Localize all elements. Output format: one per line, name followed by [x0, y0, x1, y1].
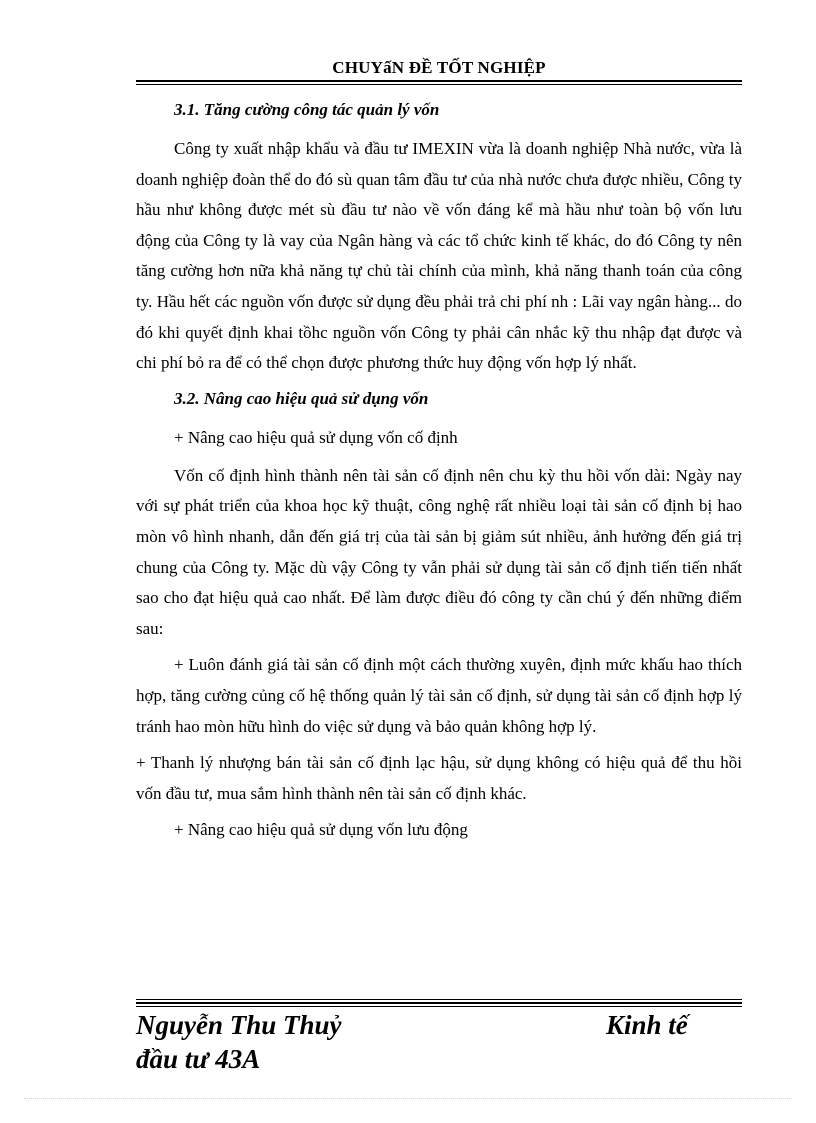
footer-rule-top	[136, 999, 742, 1000]
section-heading-3-2: 3.2. Nâng cao hiệu quả sử dụng vốn	[174, 388, 429, 408]
section-3-1-paragraph: Công ty xuất nhập khẩu và đầu tư IMEXIN vừa là doanh nghiệp Nhà nước, vừa là doanh nghiệp đoàn thể do đó sù quan tâm đầu tư của nhà nước chưa được nhiều, Công ty hầu như không được mét sù đầu tư nào về vốn đáng kể mà hầu như toàn bộ vốn lưu động của Công ty là vay của Ngân hàng và các tổ chức kinh tế khác, do đó Công ty nên tăng cường hơn nữa khả năng tự chủ tài chính của mình, khả năng thanh toán của công ty. Hầu hết các nguồn vốn được sử dụng đều phải trả chi phí nh : Lãi vay ngân hàng... do đó khi quyết định khai tồhc nguồn vốn Công ty phải cân nhắc kỹ thu nhập đạt được và chi phí bỏ ra để có thể chọn được phương thức huy động vốn hợp lý nhất.	[136, 139, 742, 373]
subheading-working-capital: + Nâng cao hiệu quả sử dụng vốn lưu động	[174, 820, 468, 840]
subheading-fixed-capital: + Nâng cao hiệu quả sử dụng vốn cố định	[174, 427, 458, 447]
footer-rule-bottom	[136, 1006, 742, 1007]
footer-class: đầu tư 43A	[136, 1044, 261, 1074]
page-header-title: CHUYấN ĐỀ TỐT NGHIỆP	[332, 58, 546, 77]
document-body	[136, 96, 742, 853]
footer-department: Kinh tế	[606, 1010, 688, 1040]
footer-author: Nguyễn Thu Thuỷ	[136, 1010, 342, 1040]
section-heading-3-1: 3.1. Tăng cường công tác quản lý vốn	[174, 100, 440, 119]
header-rule-thick	[136, 80, 742, 82]
bullet-asset-liquidation: + Thanh lý nhượng bán tài sản cố định lạc hậu, sử dụng không có hiệu quả để thu hồi vốn đầu tư, mua sắm hình thành nên tài sản cố định khác.	[136, 753, 742, 803]
footer-rule-middle	[136, 1002, 742, 1004]
bullet-asset-evaluation: + Luôn đánh giá tài sản cố định một cách thường xuyên, định mức khấu hao thích hợp, tăng cường củng cố hệ thống quản lý tài sản cố định, sử dụng tài sản cố định hợp lý tránh hao mòn hữu hình do việc sử dụng và bảo quản không hợp lý.	[136, 655, 742, 736]
fixed-capital-paragraph: Vốn cố định hình thành nên tài sản cố định nên chu kỳ thu hồi vốn dài: Ngày nay với sự phát triển của khoa học kỹ thuật, công nghệ rất nhiều loại tài sản cố định bị hao mòn vô hình nhanh, dẫn đến giá trị của tài sản bị giảm sút nhiều, ảnh hưởng đến giá trị chung của Công ty. Mặc dù vậy Công ty vẫn phải sử dụng tài sản cố định tiến tiến nhất sao cho đạt hiệu quả cao nhất. Để làm được điều đó công ty cần chú ý đến những điểm sau:	[136, 465, 742, 638]
header-rule-thin	[136, 84, 742, 85]
page-bottom-dotted-line	[24, 1098, 792, 1099]
